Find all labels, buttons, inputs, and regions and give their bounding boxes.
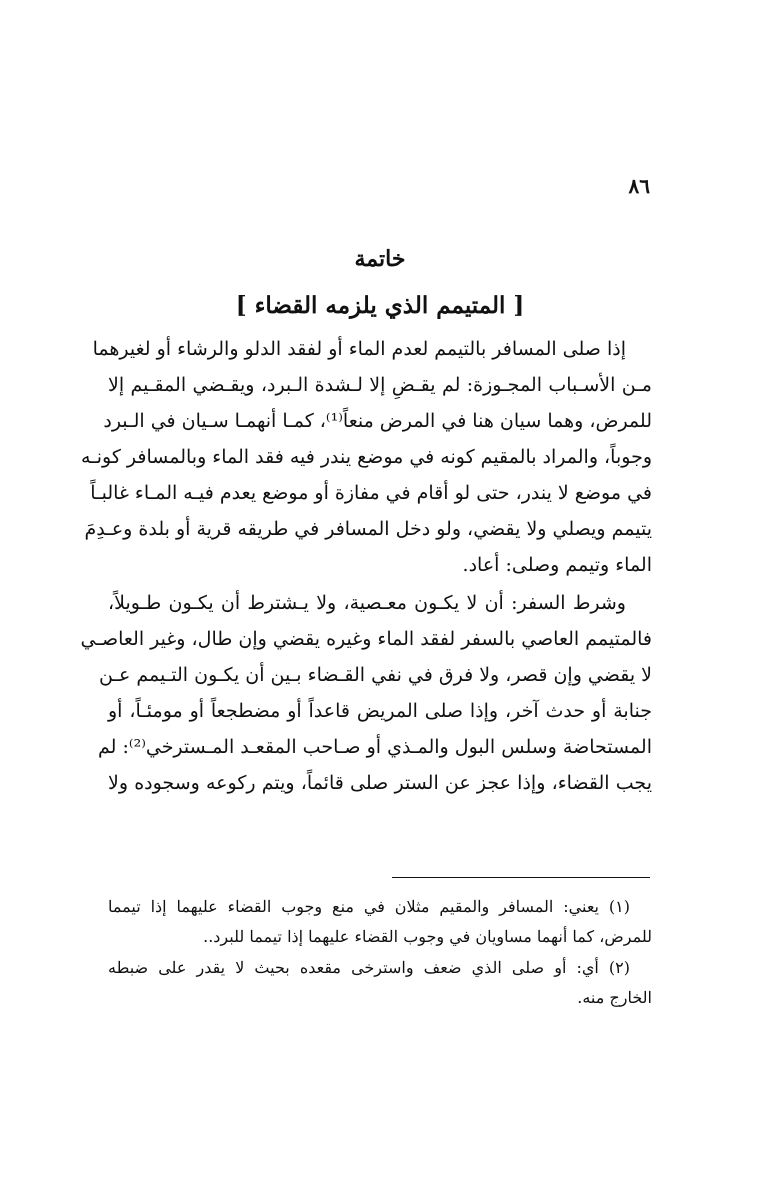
text-line: المستحاضة وسلس البول والمـذي أو صـاحب المقعـد المـسترخي⁽²⁾: لم xyxy=(98,736,652,758)
text-line: مـن الأسـباب المجـوزة: لم يقـضِ إلا لـشدة الـبرد، ويقـضي المقـيم إلا xyxy=(108,374,652,396)
page-number: ٨٦ xyxy=(628,174,650,198)
text-line: جنابة أو حدث آخر، وإذا صلى المريض قاعداً أو مضطجعاً أو مومئـاً، أو xyxy=(108,700,652,722)
footnote-divider xyxy=(392,877,650,878)
footnote-line: (٢) أي: أو صلى الذي ضعف واسترخى مقعده بحيث لا يقدر على ضبطه xyxy=(108,958,630,977)
text-line: وشرط السفر: أن لا يكـون معـصية، ولا يـشترط أن يكـون طـويلاً، xyxy=(108,592,626,614)
text-line: يتيمم ويصلي ولا يقضي، ولو دخل المسافر في طريقه قرية أو بلدة وعـدِمَ xyxy=(84,518,652,540)
text-line: في موضع لا يندر، حتى لو أقام في مفازة أو موضع يعدم فيـه المـاء غالبـاً xyxy=(90,482,652,504)
text-line: وجوباً، والمراد بالمقيم كونه في موضع يندر فيه فقد الماء وبالمسافر كونـه xyxy=(80,446,652,468)
text-line: إذا صلى المسافر بالتيمم لعدم الماء أو لفقد الدلو والرشاء أو لغيرهما xyxy=(92,338,626,360)
text-line: فالمتيمم العاصي بالسفر لفقد الماء وغيره يقضي وإن طال، وغير العاصـي xyxy=(80,628,652,650)
footnote-line: الخارج منه. xyxy=(577,988,652,1007)
text-line: للمرض، وهما سيان هنا في المرض منعاً⁽¹⁾، كمـا أنهمـا سـيان في الـبرد xyxy=(103,410,652,432)
section-title: [ المتيمم الذي يلزمه القضاء ] xyxy=(235,292,525,319)
footnote-line: للمرض، كما أنهما مساويان في وجوب القضاء عليهما إذا تيمما للبرد.. xyxy=(203,927,652,946)
text-line: لا يقضي وإن قصر، ولا فرق في نفي القـضاء بـين أن يكـون التـيمم عـن xyxy=(98,664,652,686)
text-line: يجب القضاء، وإذا عجز عن الستر صلى قائماً، ويتم ركوعه وسجوده ولا xyxy=(108,772,652,794)
chapter-title: خاتمة xyxy=(354,246,406,272)
footnote-line: (١) يعني: المسافر والمقيم مثلان في منع وجوب القضاء عليهما إذا تيمما xyxy=(108,897,630,916)
text-line: الماء وتيمم وصلى: أعاد. xyxy=(462,554,652,576)
